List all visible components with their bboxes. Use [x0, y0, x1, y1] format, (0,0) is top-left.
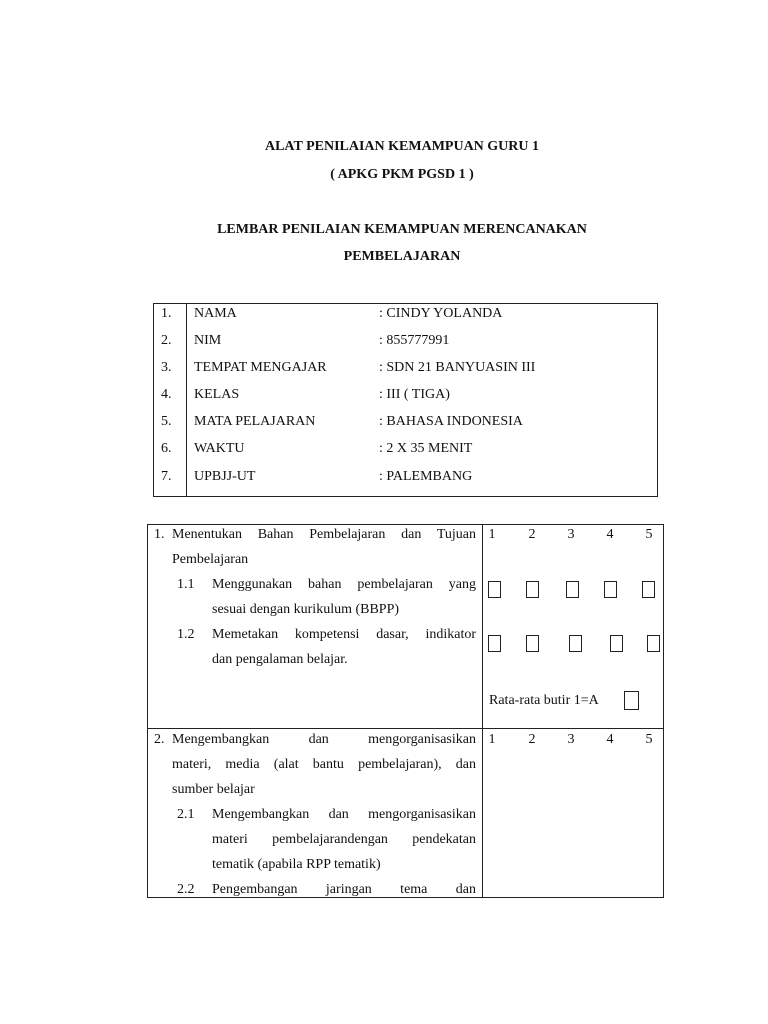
identity-row-nim: [154, 331, 657, 351]
row-value: : CINDY YOLANDA: [379, 306, 503, 321]
row-label: MATA PELAJARAN: [194, 414, 316, 429]
identity-row-name: [154, 304, 657, 324]
criteria-row-divider: [148, 728, 663, 729]
row-number: 3.: [161, 360, 172, 375]
item2-sub2-number: 2.2: [177, 882, 195, 897]
item2-title-line2: materi, media (alat bantu pembelajaran), dan: [172, 757, 476, 772]
item2-sub1-line3: tematik (apabila RPP tematik): [212, 857, 381, 872]
item2-scale-2: 2: [528, 732, 536, 747]
item1-title-line1: Menentukan Bahan Pembelajaran dan Tujuan: [172, 527, 476, 542]
item2-title-line1: Mengembangkan dan mengorganisasikan: [172, 732, 476, 747]
item1-sub1-line2: sesuai dengan kurikulum (BBPP): [212, 602, 400, 617]
identity-row-tempat: [154, 358, 657, 378]
item1-sub1-line1: Menggunakan bahan pembelajaran yang: [212, 577, 476, 592]
row-label: KELAS: [194, 387, 240, 402]
score-1-1-option-5-checkbox[interactable]: [642, 581, 655, 598]
row-number: 5.: [161, 414, 172, 429]
row-number: 2.: [161, 333, 172, 348]
item2-scale-3: 3: [567, 732, 575, 747]
item1-number: 1.: [154, 527, 165, 542]
score-1-2-option-2-checkbox[interactable]: [526, 635, 539, 652]
item2-number: 2.: [154, 732, 165, 747]
item1-scale-5: 5: [645, 527, 653, 542]
row-value: : 855777991: [379, 333, 450, 348]
row-value: : BAHASA INDONESIA: [379, 414, 523, 429]
row-label: TEMPAT MENGAJAR: [194, 360, 327, 375]
item2-sub2-line1: Pengembangan jaringan tema dan: [212, 882, 476, 897]
score-1-1-option-3-checkbox[interactable]: [566, 581, 579, 598]
row-number: 7.: [161, 469, 172, 484]
title-line-1: ALAT PENILAIAN KEMAMPUAN GURU 1: [264, 139, 540, 154]
item2-sub1-line2: materi pembelajarandengan pendekatan: [212, 832, 476, 847]
row-label: NAMA: [194, 306, 237, 321]
item1-scale-2: 2: [528, 527, 536, 542]
identity-row-kelas: [154, 385, 657, 405]
subtitle-line-1: LEMBAR PENILAIAN KEMAMPUAN MERENCANAKAN: [217, 222, 587, 237]
row-label: NIM: [194, 333, 222, 348]
score-1-2-option-5-checkbox[interactable]: [647, 635, 660, 652]
score-1-1-option-4-checkbox[interactable]: [604, 581, 617, 598]
item1-average-label: Rata-rata butir 1=A: [489, 693, 599, 708]
row-value: : SDN 21 BANYUASIN III: [379, 360, 536, 375]
row-number: 4.: [161, 387, 172, 402]
score-1-1-option-2-checkbox[interactable]: [526, 581, 539, 598]
score-1-2-option-1-checkbox[interactable]: [488, 635, 501, 652]
row-value: : 2 X 35 MENIT: [379, 441, 473, 456]
item1-average-box[interactable]: [624, 691, 639, 710]
item1-sub1-number: 1.1: [177, 577, 195, 592]
identity-row-waktu: [154, 439, 657, 459]
item1-sub2-line2: dan pengalaman belajar.: [212, 652, 348, 667]
item1-scale-4: 4: [606, 527, 614, 542]
identity-row-mapel: [154, 412, 657, 432]
identity-row-upbjj: [154, 467, 657, 487]
criteria-column-divider: [482, 525, 483, 897]
item1-scale-1: 1: [488, 527, 496, 542]
score-1-2-option-4-checkbox[interactable]: [610, 635, 623, 652]
item2-scale-4: 4: [606, 732, 614, 747]
score-1-2-option-3-checkbox[interactable]: [569, 635, 582, 652]
criteria-table: [147, 524, 664, 898]
item2-sub1-number: 2.1: [177, 807, 195, 822]
item2-scale-5: 5: [645, 732, 653, 747]
row-value: : III ( TIGA): [379, 387, 450, 402]
row-number: 1.: [161, 306, 172, 321]
row-label: WAKTU: [194, 441, 245, 456]
subtitle-line-2: PEMBELAJARAN: [343, 249, 461, 264]
row-label: UPBJJ-UT: [194, 469, 256, 484]
row-value: : PALEMBANG: [379, 469, 473, 484]
score-1-1-option-1-checkbox[interactable]: [488, 581, 501, 598]
identity-table: [153, 303, 658, 497]
item2-scale-1: 1: [488, 732, 496, 747]
item1-scale-3: 3: [567, 527, 575, 542]
item2-title-line3: sumber belajar: [172, 782, 255, 797]
item1-sub2-number: 1.2: [177, 627, 195, 642]
row-number: 6.: [161, 441, 172, 456]
item1-title-line2: Pembelajaran: [172, 552, 249, 567]
item2-sub1-line1: Mengembangkan dan mengorganisasikan: [212, 807, 476, 822]
title-line-2: ( APKG PKM PGSD 1 ): [330, 167, 474, 182]
item1-sub2-line1: Memetakan kompetensi dasar, indikator: [212, 627, 476, 642]
